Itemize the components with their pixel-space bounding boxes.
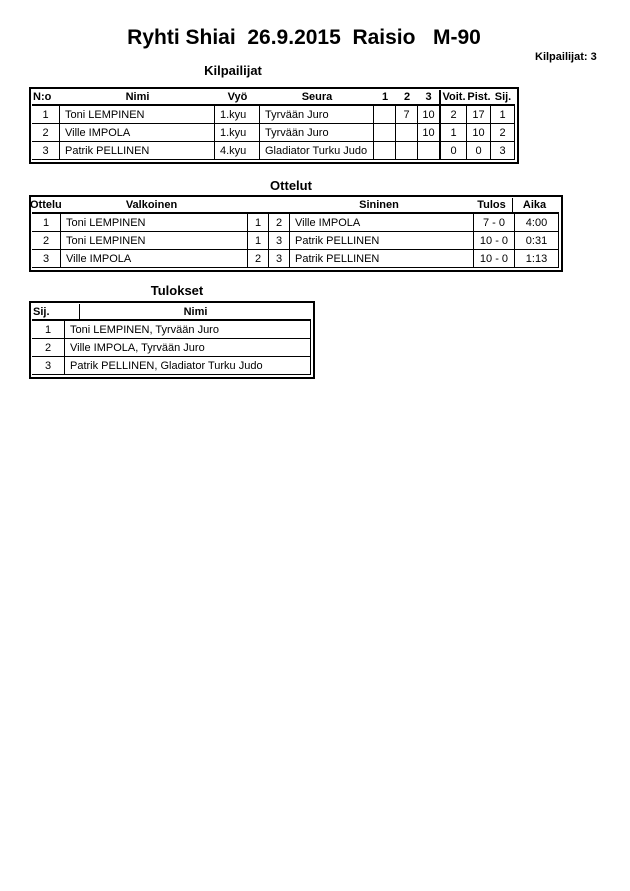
tulokset-table [29,301,315,379]
tulokset-row [32,321,311,339]
cell-match-no: 2 [32,232,61,249]
header-vyo: Vyö [227,91,248,103]
cell-blue-num: 3 [269,250,290,267]
ottelut-row [32,232,559,250]
header-sij: Sij. [32,304,80,319]
cell-aika: 4:00 [515,214,559,231]
tulokset-row [32,357,311,375]
tulokset-row [32,339,311,357]
cell-voit: 2 [439,106,467,123]
cell-vyo: 1.kyu [215,106,260,123]
cell-round-1 [374,106,396,123]
header-nimi: Nimi [125,91,150,103]
cell-match-no: 3 [32,250,61,267]
cell-white-num: 1 [248,214,269,231]
header-tulos: Tulos [477,199,506,211]
cell-nimi: Patrik PELLINEN [60,142,215,159]
cell-seura: Tyrvään Juro [260,124,374,141]
kilpailijat-row [32,142,515,160]
page-title: Ryhti Shiai 26.9.2015 Raisio M-90 [127,26,481,49]
header-blue-num-spacer [266,198,287,212]
kilpailijat-table [29,87,519,164]
cell-nimi: Toni LEMPINEN [60,106,215,123]
header-sininen: Sininen [359,199,399,211]
kilpailijat-section-heading: Kilpailijat [204,63,262,78]
cell-nimi: Ville IMPOLA, Tyrvään Juro [65,339,311,356]
cell-round-3: 10 [422,108,435,121]
header-round-1: 1 [381,91,389,103]
cell-pist: 0 [467,142,491,159]
cell-vyo: 1.kyu [215,124,260,141]
cell-seura: Tyrvään Juro [260,106,374,123]
cell-round-2 [396,142,418,159]
cell-match-no: 1 [32,214,61,231]
header-pist: Pist. [467,91,491,103]
cell-nimi: Toni LEMPINEN, Tyrvään Juro [65,321,311,338]
cell-no: 3 [32,142,60,159]
cell-tulos: 10 - 0 [474,232,515,249]
cell-valkoinen: Toni LEMPINEN [61,214,248,231]
header-nimi: Nimi [183,305,208,318]
header-seura: Seura [301,91,333,103]
cell-sij: 3 [32,357,65,374]
kilpailijat-header-row [32,90,515,106]
cell-white-num: 2 [248,250,269,267]
cell-round-3 [418,142,439,159]
cell-blue-num: 3 [269,232,290,249]
competitors-count-label: Kilpailijat: 3 [535,51,597,63]
cell-sininen: Patrik PELLINEN [290,250,474,267]
cell-pist: 17 [467,106,491,123]
cell-round-1 [374,142,396,159]
header-aika: Aika [512,198,556,212]
cell-tulos: 7 - 0 [474,214,515,231]
header-round-2: 2 [403,91,411,103]
cell-sininen: Ville IMPOLA [290,214,474,231]
cell-no: 2 [32,124,60,141]
header-ottelu: Ottelu [30,199,62,211]
header-sij: Sij. [494,91,512,103]
cell-sij: 1 [32,321,65,338]
cell-voit: 1 [439,124,467,141]
cell-nimi: Ville IMPOLA [60,124,215,141]
cell-no: 1 [32,106,60,123]
header-round-3: 3 [425,91,432,103]
cell-tulos: 10 - 0 [474,250,515,267]
cell-round-2: 7 [396,106,418,123]
kilpailijat-row [32,124,515,142]
cell-round-1 [374,124,396,141]
tulokset-section-heading: Tulokset [150,283,204,298]
cell-white-num: 1 [248,232,269,249]
ottelut-header-row [32,198,559,214]
kilpailijat-row [32,106,515,124]
ottelut-section-heading: Ottelut [270,178,312,193]
cell-round-2 [396,124,418,141]
cell-sij: 2 [491,124,515,141]
cell-pist: 10 [467,124,491,141]
cell-round-3: 10 [422,126,435,139]
ottelut-row [32,214,559,232]
ottelut-row [32,250,559,268]
ottelut-table [29,195,563,272]
cell-blue-num: 2 [269,214,290,231]
tulokset-header-row [32,304,311,321]
header-voit: Voit. [439,90,467,104]
cell-sij: 2 [32,339,65,356]
header-no: N:o [33,91,52,103]
cell-valkoinen: Ville IMPOLA [61,250,248,267]
cell-sininen: Patrik PELLINEN [290,232,474,249]
cell-seura: Gladiator Turku Judo [260,142,374,159]
cell-nimi: Patrik PELLINEN, Gladiator Turku Judo [65,357,311,374]
cell-vyo: 4.kyu [215,142,260,159]
header-valkoinen: Valkoinen [125,199,178,211]
cell-sij: 1 [491,106,515,123]
cell-voit: 0 [439,142,467,159]
cell-sij: 3 [491,142,515,159]
cell-aika: 0:31 [515,232,559,249]
cell-aika: 1:13 [515,250,559,267]
header-white-num-spacer [245,198,266,212]
cell-valkoinen: Toni LEMPINEN [61,232,248,249]
